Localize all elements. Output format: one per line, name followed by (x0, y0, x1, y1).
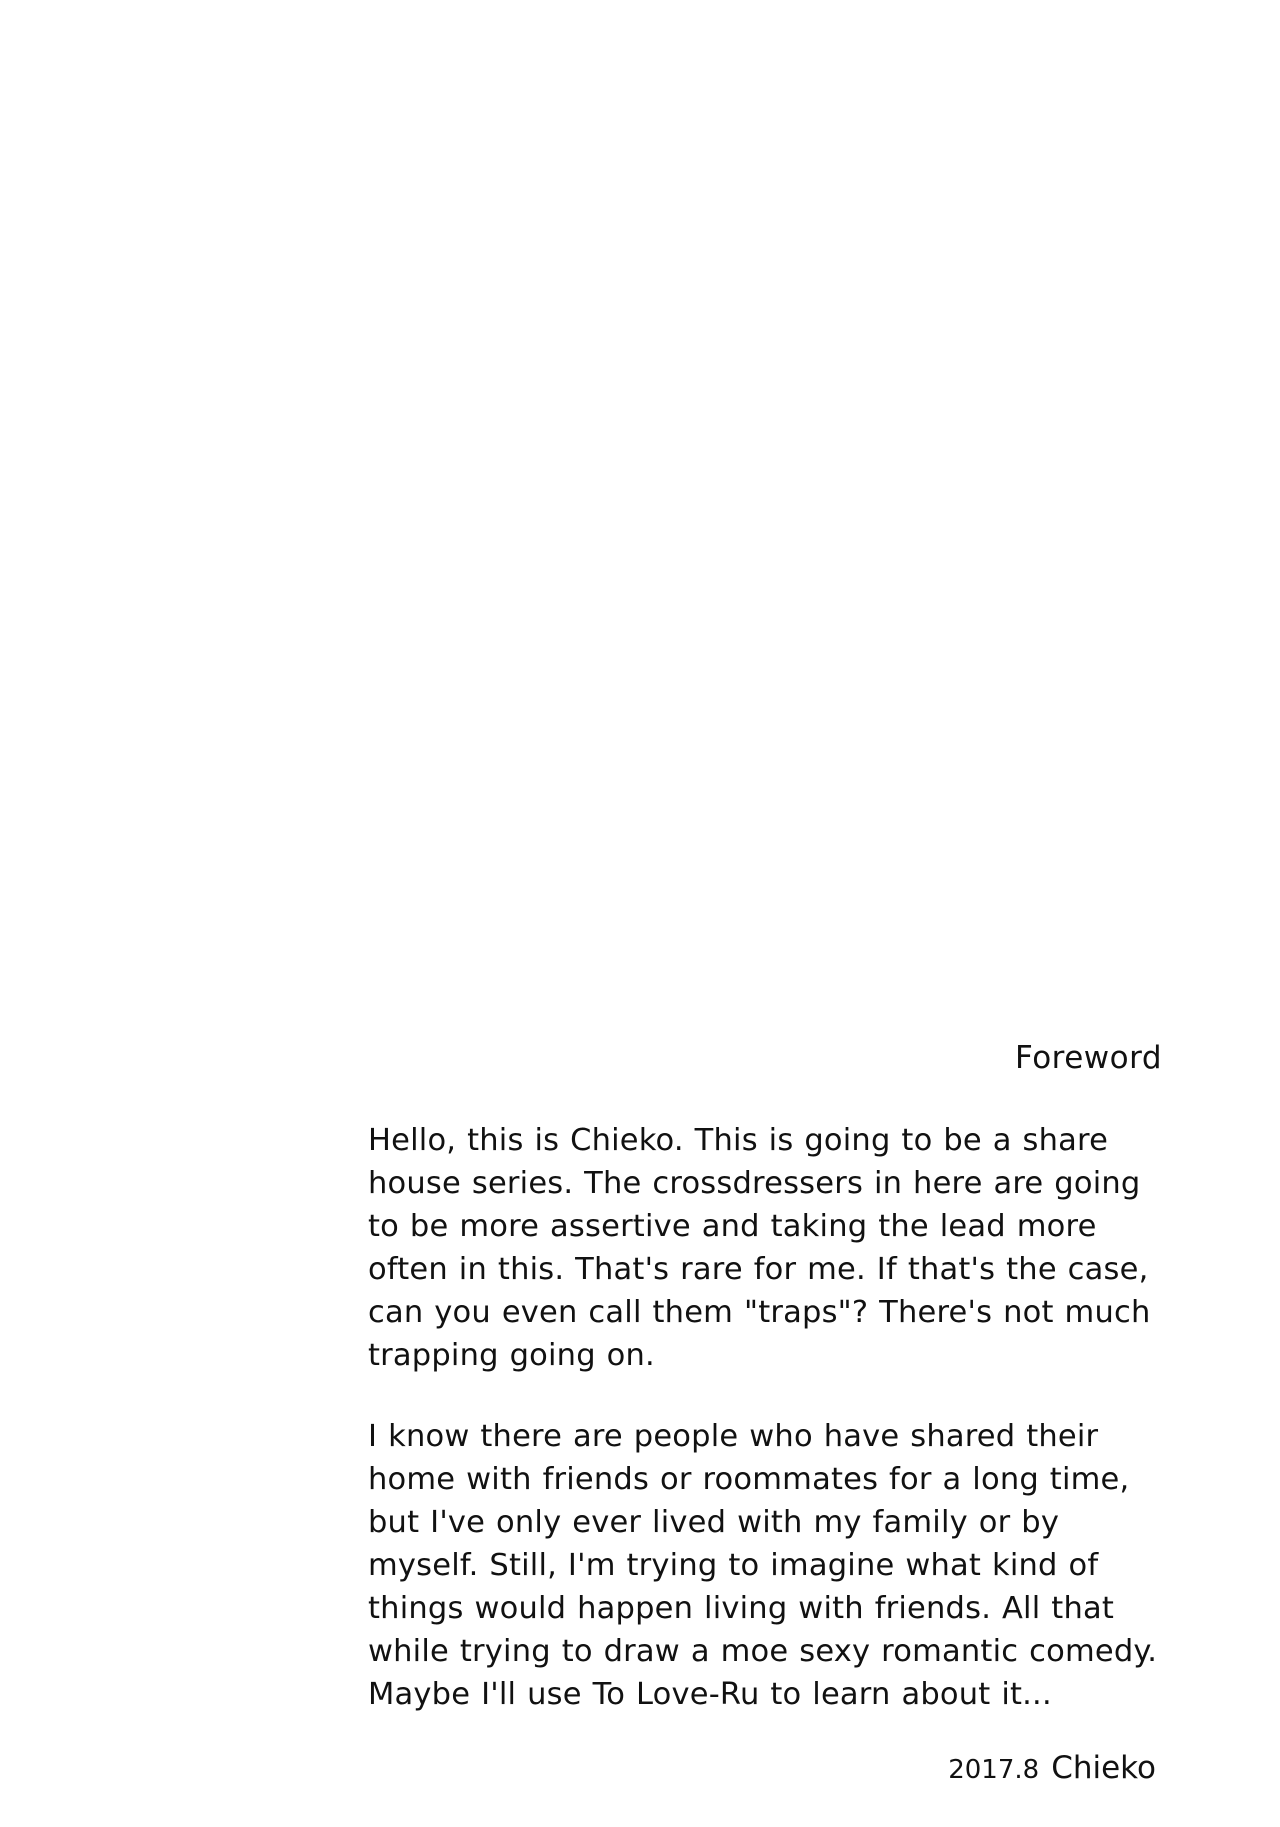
page-title: Foreword (1014, 1040, 1162, 1076)
afterword-paragraph-1: Hello, this is Chieko. This is going to be a share house series. The crossdressers in here are going to be more assertive and taking the lead more often in this. That's rare for me. If that's the case, can you even call them "traps"? There's not much trapping going on. (368, 1123, 1151, 1374)
signature (368, 1750, 1178, 1787)
afterword-paragraph-2: I know there are people who have shared their home with friends or roommates for a long time, but I've only ever lived with my family or by myself. Still, I'm trying to imagine what kind of things would happen living with friends. All that while trying to draw a moe sexy romantic comedy. Maybe I'll use To Love-Ru to learn about it... (368, 1419, 1158, 1713)
signature-date: 2017.8 (948, 1755, 1040, 1786)
afterword-block (368, 1040, 1178, 1787)
signature-name: Chieko (1051, 1750, 1156, 1787)
